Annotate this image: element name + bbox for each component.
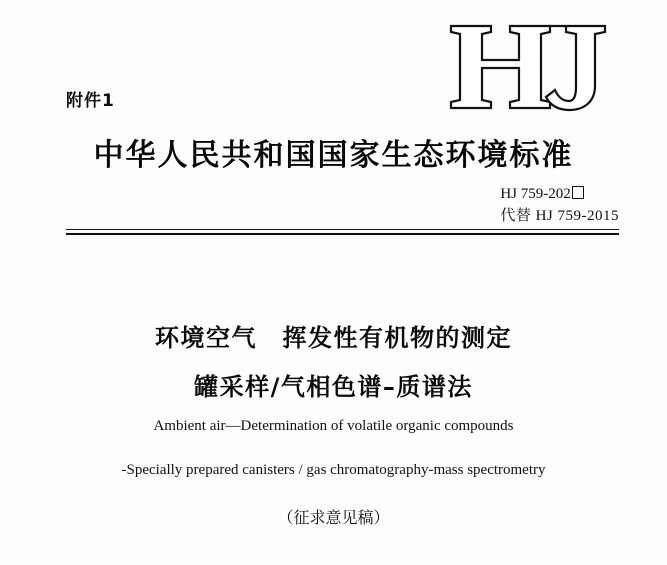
draft-status-note: （征求意见稿） [277,508,390,527]
document-title-english-line2: -Specially prepared canisters / gas chromatography-mass spectrometry [121,462,546,478]
standard-number-text: HJ 759-202 [500,186,571,202]
divider-bottom [66,233,619,235]
divider-top [66,229,619,230]
document-title-english-line1: Ambient air—Determination of volatile organic compounds [153,418,514,434]
title-cn-line1: 环境空气 挥发性有机物的测定 [155,324,512,352]
replaces-standard-line: 代替 HJ 759-2015 [500,208,619,224]
hj-logo-icon [445,18,615,114]
empty-box-icon [572,186,584,199]
document-title-chinese [0,318,667,402]
standard-number-line [500,183,619,205]
attachment-label: 附件1 [66,91,115,111]
standard-number-block [500,183,619,227]
standard-heading: 中华人民共和国国家生态环境标准 [93,138,574,173]
title-cn-line2: 罐采样/气相色谱–质谱法 [194,373,473,401]
